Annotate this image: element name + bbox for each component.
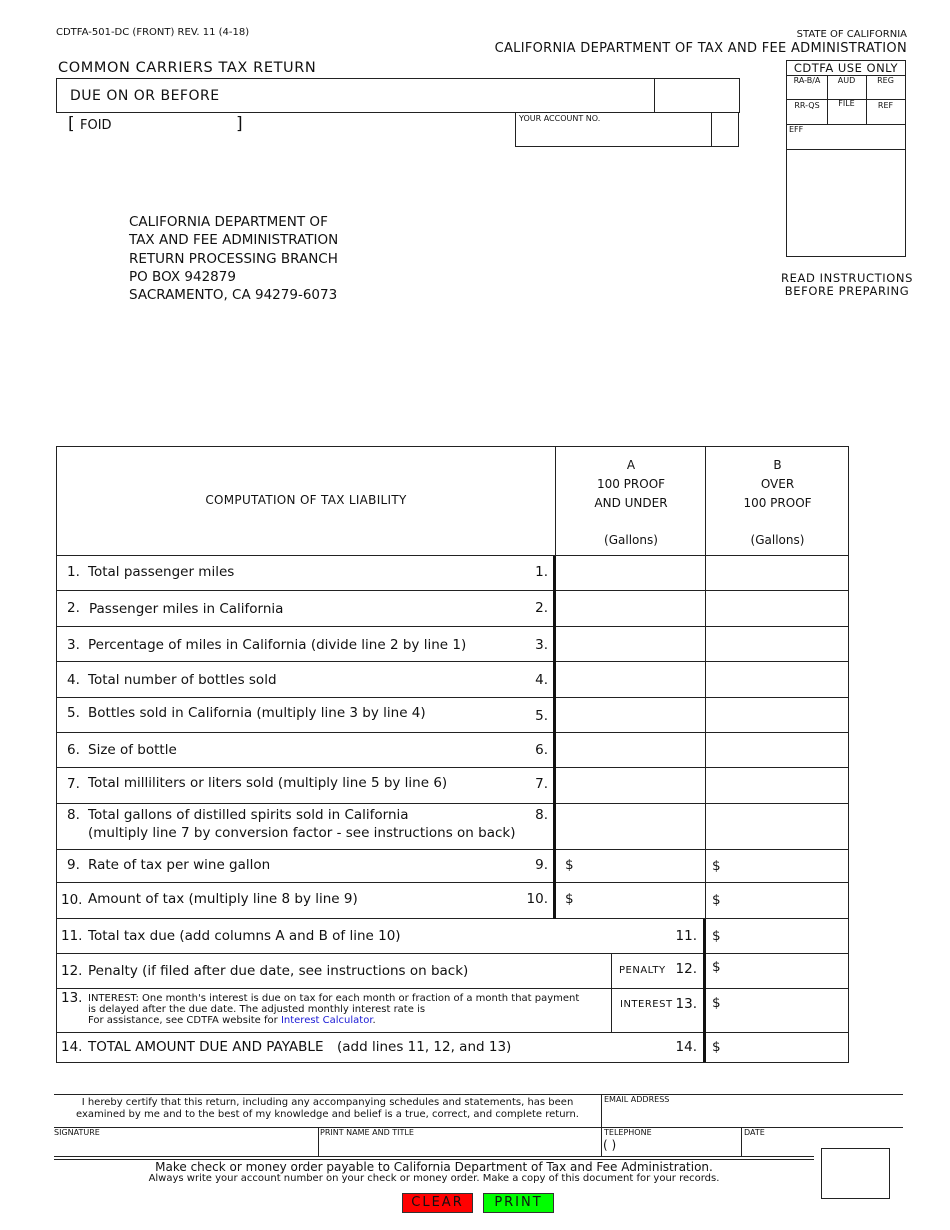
line-2-label: Passenger miles in California — [89, 601, 284, 617]
foid-label: FOID — [80, 118, 112, 133]
line-4-number: 4. — [67, 672, 80, 688]
line-3-number: 3. — [67, 637, 80, 653]
address-line: SACRAMENTO, CA 94279-6073 — [129, 287, 338, 304]
cdtfa-reg: REG — [877, 76, 894, 85]
line-3-col-b-input[interactable] — [708, 629, 846, 660]
line-14-total-due-input[interactable] — [724, 1035, 846, 1061]
cert-line1: I hereby certify that this return, including any accompanying schedules and statements, has been — [81, 1097, 574, 1108]
interest-assist-text: For assistance, see CDTFA website for — [88, 1015, 278, 1026]
print-name-field[interactable] — [322, 1138, 598, 1155]
line-6-col-b-input[interactable] — [708, 735, 846, 766]
line-8-number: 8. — [67, 807, 80, 823]
date-field[interactable] — [744, 1138, 814, 1155]
col-b-unit: (Gallons) — [750, 533, 805, 547]
email-field[interactable] — [604, 1106, 900, 1125]
print-button[interactable]: PRINT — [483, 1193, 554, 1213]
cdtfa-use-only-box — [786, 60, 906, 257]
col-a-letter: A — [626, 458, 636, 472]
line-7-col-a-input[interactable] — [558, 770, 702, 802]
col-b-line2: 100 PROOF — [743, 496, 812, 510]
line-10-col-b-input[interactable] — [722, 885, 846, 917]
line-9-number: 9. — [67, 857, 80, 873]
cdtfa-ra-ba: RA-B/A — [793, 76, 821, 85]
line-4-col-a-input[interactable] — [558, 664, 702, 696]
address-line: RETURN PROCESSING BRANCH — [129, 250, 338, 267]
cert-line2: examined by me and to the best of my knowledge and belief is a true, correct, and complete return. — [76, 1109, 579, 1120]
address-line: PO BOX 942879 — [129, 268, 236, 285]
col-a-line1: 100 PROOF — [596, 477, 666, 491]
interest-period: . — [372, 1015, 376, 1026]
foid-bracket-close: ] — [236, 114, 243, 134]
line-3-ref: 3. — [535, 637, 548, 653]
form-id: CDTFA-501-DC (FRONT) REV. 11 (4-18) — [56, 27, 250, 38]
line-13-ref: 13. — [675, 996, 697, 1012]
due-label: DUE ON OR BEFORE — [70, 88, 220, 104]
line-11-number: 11. — [61, 928, 83, 944]
line-2-col-b-input[interactable] — [708, 593, 846, 625]
line-10-label: Amount of tax (multiply line 8 by line 9) — [88, 891, 358, 907]
line-4-label: Total number of bottles sold — [88, 672, 277, 688]
line-5-col-b-input[interactable] — [708, 700, 846, 731]
interest-text — [88, 993, 579, 1026]
account-number-box — [515, 112, 739, 147]
line-5-col-a-input[interactable] — [558, 700, 702, 731]
line-10-dollar-a: $ — [565, 891, 574, 907]
line-9-col-a-input[interactable] — [572, 852, 702, 881]
line-8-col-b-input[interactable] — [708, 806, 846, 848]
cert-mid-line — [54, 1127, 903, 1128]
line-10-number: 10. — [61, 892, 83, 908]
col-divider — [611, 954, 612, 1033]
col-b-line1: OVER — [760, 477, 795, 491]
line-1-label: Total passenger miles — [88, 564, 235, 580]
penalty-tag: PENALTY — [619, 965, 666, 976]
department-name: CALIFORNIA DEPARTMENT OF TAX AND FEE ADMINISTRATION — [494, 41, 907, 56]
cdtfa-aud: AUD — [837, 76, 856, 85]
cdtfa-file: FILE — [838, 99, 855, 108]
line-6-ref: 6. — [535, 742, 548, 758]
line-4-ref: 4. — [535, 672, 548, 688]
due-date-field[interactable] — [655, 79, 739, 112]
table-header-row — [56, 446, 849, 556]
line-14-note: (add lines 11, 12, and 13) — [337, 1039, 512, 1055]
address-line: TAX AND FEE ADMINISTRATION — [129, 232, 339, 249]
line-8-label-cont: (multiply line 7 by conversion factor - see instructions on back) — [88, 825, 516, 841]
line-8-ref: 8. — [535, 807, 548, 823]
line-6-col-a-input[interactable] — [558, 735, 702, 766]
line-14-label: TOTAL AMOUNT DUE AND PAYABLE — [88, 1039, 324, 1055]
line-5-label: Bottles sold in California (multiply line 3 by line 4) — [88, 705, 426, 721]
line-7-label: Total milliliters or liters sold (multiply line 5 by line 6) — [88, 775, 448, 791]
cdtfa-use-title: CDTFA USE ONLY — [793, 61, 899, 75]
date-label: DATE — [744, 1128, 765, 1137]
col-divider-thick — [703, 919, 706, 1062]
line-3-col-a-input[interactable] — [558, 629, 702, 660]
line-13-interest-input[interactable] — [724, 991, 846, 1031]
clear-button[interactable]: CLEAR — [402, 1193, 473, 1213]
line-8-col-a-input[interactable] — [558, 806, 702, 848]
line-4-col-b-input[interactable] — [708, 664, 846, 696]
col-divider — [555, 446, 556, 556]
line-5-number: 5. — [67, 705, 80, 721]
line-9-dollar-b: $ — [712, 858, 721, 874]
interest-text-line1: INTEREST: One month's interest is due on tax for each month or fraction of a month that payment — [88, 993, 580, 1004]
barcode-box — [821, 1148, 890, 1199]
cert-divider — [601, 1094, 602, 1157]
line-7-number: 7. — [67, 776, 80, 792]
line-10-col-a-input[interactable] — [572, 885, 702, 917]
interest-calculator-link[interactable]: Interest Calculator — [280, 1015, 373, 1026]
signature-field[interactable] — [56, 1138, 314, 1155]
telephone-field[interactable]: ( ) — [603, 1138, 617, 1152]
line-11-label: Total tax due (add columns A and B of line 10) — [88, 928, 401, 944]
line-11-total-input[interactable] — [724, 921, 846, 952]
line-14-number: 14. — [61, 1039, 83, 1055]
col-divider — [705, 446, 706, 919]
due-date-box — [56, 78, 740, 113]
cert-divider — [741, 1127, 742, 1157]
line-2-col-a-input[interactable] — [558, 593, 702, 625]
line-9-dollar-a: $ — [565, 857, 574, 873]
line-12-ref: 12. — [675, 961, 697, 977]
cdtfa-grid-line — [787, 124, 905, 125]
line-11-dollar: $ — [712, 928, 721, 944]
line-9-ref: 9. — [535, 857, 548, 873]
line-10-dollar-b: $ — [712, 892, 721, 908]
line-5-ref: 5. — [535, 708, 548, 724]
interest-tag: INTEREST — [620, 999, 673, 1010]
cdtfa-eff: EFF — [789, 125, 804, 134]
line-7-col-b-input[interactable] — [708, 770, 846, 802]
line-9-col-b-input[interactable] — [722, 852, 846, 881]
read-instructions-line1: READ INSTRUCTIONS — [781, 271, 913, 285]
line-1-ref: 1. — [535, 564, 548, 580]
print-name-label: PRINT NAME AND TITLE — [320, 1128, 414, 1137]
line-13-number: 13. — [61, 990, 83, 1006]
account-number-field[interactable] — [519, 125, 709, 145]
read-instructions-line2: BEFORE PREPARING — [784, 284, 910, 298]
line-11-ref: 11. — [675, 928, 697, 944]
line-8-label: Total gallons of distilled spirits sold in California — [88, 807, 409, 823]
account-label: YOUR ACCOUNT NO. — [519, 114, 601, 123]
email-label: EMAIL ADDRESS — [604, 1095, 670, 1104]
signature-label: SIGNATURE — [54, 1128, 100, 1137]
cdtfa-rr-qs: RR-QS — [794, 101, 820, 110]
line-13-dollar: $ — [712, 995, 721, 1011]
line-10-ref: 10. — [526, 891, 548, 907]
cert-top-line — [54, 1094, 903, 1095]
cdtfa-ref: REF — [877, 101, 894, 110]
address-line: CALIFORNIA DEPARTMENT OF — [129, 214, 328, 230]
foid-bracket-open: [ — [68, 114, 75, 134]
mailing-address — [129, 213, 338, 304]
line-6-number: 6. — [67, 742, 80, 758]
line-12-number: 12. — [61, 963, 83, 979]
certification-statement — [56, 1097, 599, 1121]
line-6-label: Size of bottle — [88, 742, 177, 758]
line-12-penalty-input[interactable] — [724, 956, 846, 987]
cert-bottom-line — [54, 1156, 814, 1157]
col-a-line2: AND UNDER — [594, 496, 668, 510]
line-9-label: Rate of tax per wine gallon — [88, 857, 271, 873]
line-3-label: Percentage of miles in California (divide line 2 by line 1) — [88, 637, 467, 653]
line-7-ref: 7. — [535, 776, 548, 792]
form-title: COMMON CARRIERS TAX RETURN — [58, 60, 317, 76]
col-divider-thick — [553, 556, 556, 919]
computation-title: COMPUTATION OF TAX LIABILITY — [205, 493, 407, 507]
line-1-col-b-input[interactable] — [708, 558, 846, 589]
line-2-number: 2. — [67, 600, 80, 616]
state-label: STATE OF CALIFORNIA — [796, 29, 907, 40]
cert-divider — [318, 1127, 319, 1157]
line-1-col-a-input[interactable] — [558, 558, 702, 589]
account-note: Always write your account number on your check or money order. Make a copy of this document for your records. — [148, 1173, 720, 1184]
line-14-ref: 14. — [675, 1039, 697, 1055]
col-b-letter: B — [773, 458, 782, 472]
account-divider — [711, 113, 712, 146]
line-12-dollar: $ — [712, 959, 721, 975]
interest-text-line3 — [88, 1015, 579, 1026]
line-14-dollar: $ — [712, 1039, 721, 1055]
payable-note: Make check or money order payable to California Department of Tax and Fee Administration. — [155, 1160, 713, 1174]
line-1-number: 1. — [67, 564, 80, 580]
line-2-ref: 2. — [535, 600, 548, 616]
col-a-unit: (Gallons) — [604, 533, 658, 547]
telephone-label: TELEPHONE — [604, 1128, 652, 1137]
interest-text-line2: is delayed after the due date. The adjusted monthly interest rate is — [88, 1004, 426, 1015]
cdtfa-grid-line — [787, 149, 905, 150]
line-12-label: Penalty (if filed after due date, see instructions on back) — [88, 963, 469, 979]
